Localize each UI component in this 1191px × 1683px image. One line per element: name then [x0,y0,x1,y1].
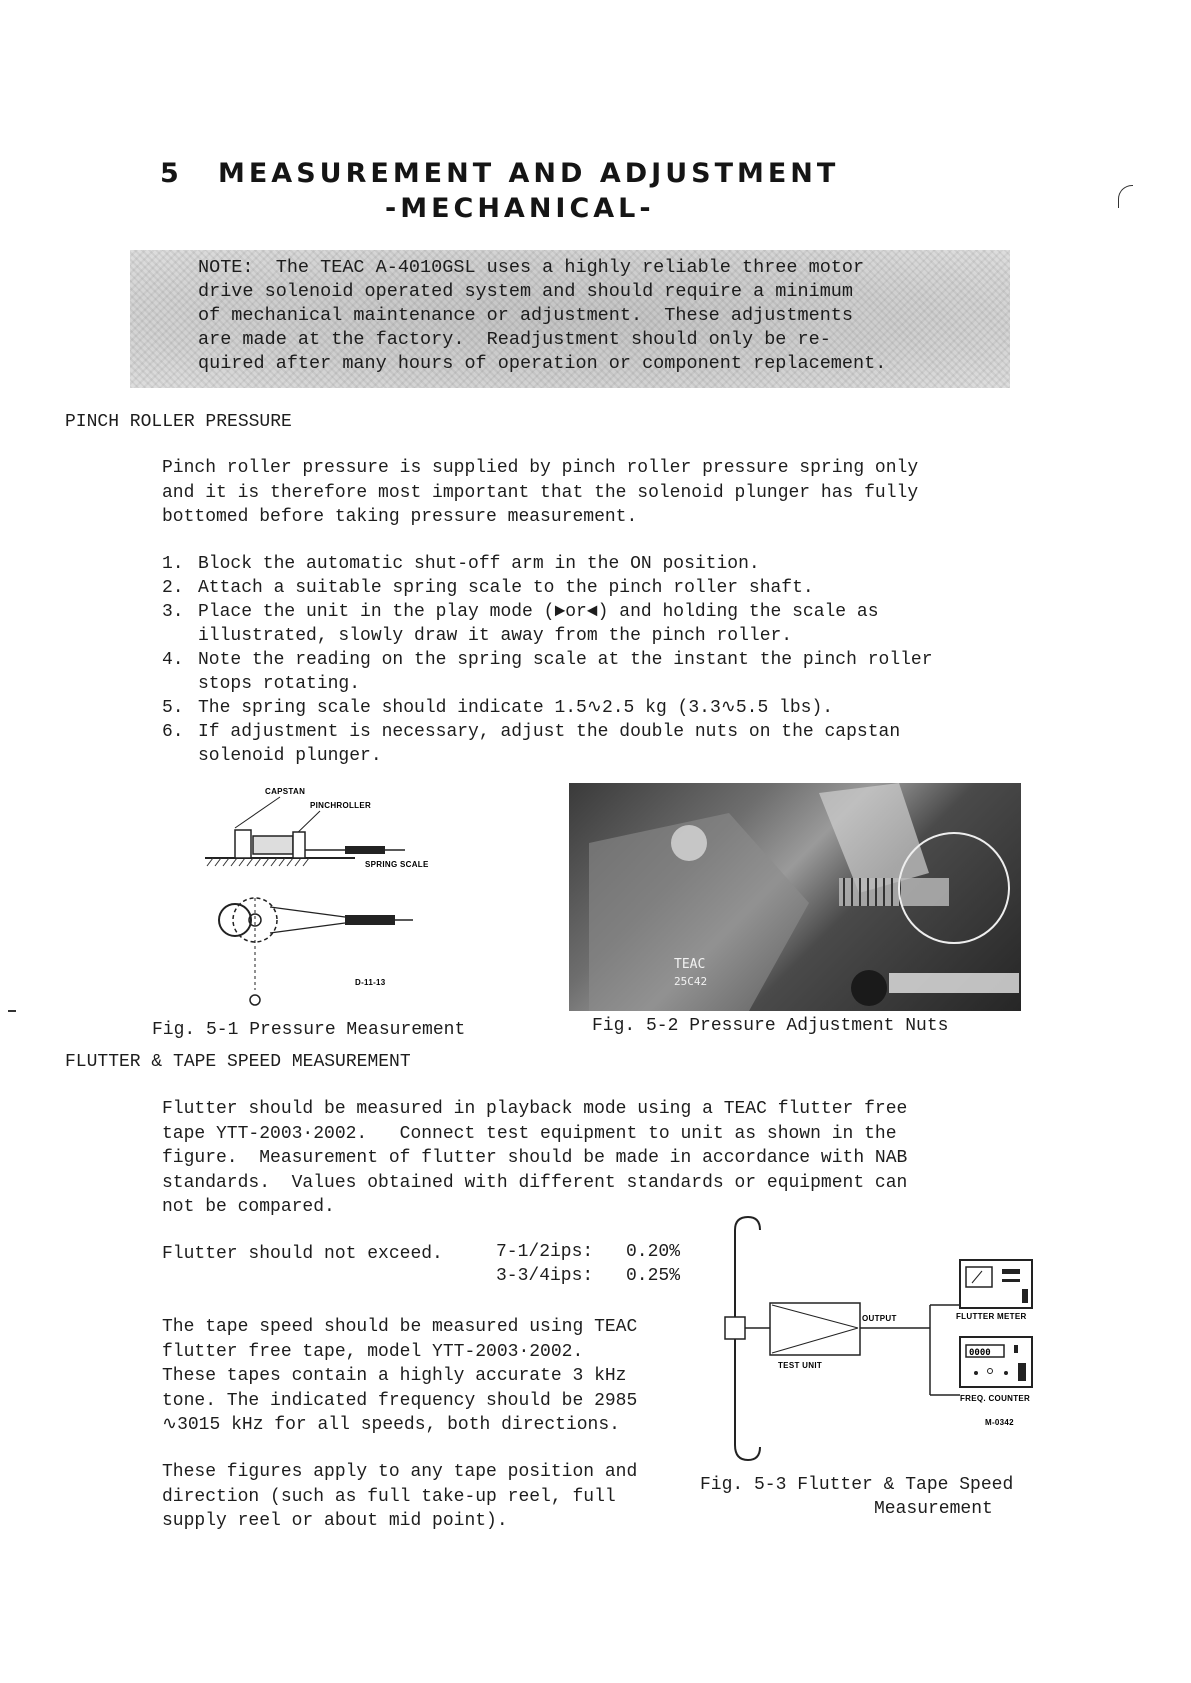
capstan-label: CAPSTAN [265,787,306,796]
paragraph-line: tape YTT-2003·2002. Connect test equipment to unit as shown in the [162,1123,897,1144]
paragraph-line: flutter free tape, model YTT-2003·2002. [162,1341,584,1362]
spring-scale-label: SPRING SCALE [365,860,429,869]
note-line: are made at the factory. Readjustment should only be re- [198,329,831,350]
step-text: Place the unit in the play mode (►or◄) and holding the scale as illustrated, slowly draw it away from the pinch roller. [198,602,879,646]
note-line: drive solenoid operated system and should require a minimum [198,281,854,302]
photo-label: 25C42 [674,975,708,988]
list-item [162,576,1042,600]
pressure-adjustment-photo [569,783,1021,1011]
fig-5-3-caption: Fig. 5-3 Flutter & Tape Speed [700,1475,1014,1495]
paragraph-line: The tape speed should be measured using TEAC [162,1317,638,1337]
paragraph-line: Flutter should be measured in playback mode using a TEAC flutter free [162,1099,908,1119]
freq-counter-label: FREQ. COUNTER [960,1394,1031,1403]
flutter-measurement-diagram [710,1215,1055,1465]
figure-code: D-11-13 [355,978,386,987]
step-number: 6. [162,722,184,742]
paragraph-line: and it is therefore most important that the solenoid plunger has fully [162,482,919,503]
counter-display: 0000 [969,1348,991,1358]
section-number: 5 [160,158,183,189]
note-line: NOTE: The TEAC A-4010GSL uses a highly reliable three motor [198,257,865,278]
list-item [162,648,1042,696]
pinch-roller-label: PINCHROLLER [310,801,372,810]
list-item [162,552,1042,576]
flutter-limit-speed: 7-1/2ips: [496,1242,594,1262]
section-subtitle: -MECHANICAL- [385,193,655,224]
step-number: 2. [162,578,184,598]
step-number: 5. [162,698,184,718]
flutter-heading: FLUTTER & TAPE SPEED MEASUREMENT [65,1052,411,1072]
step-text: The spring scale should indicate 1.5∿2.5 kg (3.3∿5.5 lbs). [198,698,834,718]
note-line: quired after many hours of operation or component replacement. [198,353,887,374]
flutter-meter-label: FLUTTER METER [956,1312,1027,1321]
list-item [162,720,1042,768]
margin-mark [1118,185,1133,208]
flutter-limit-value: 0.25% [626,1266,681,1286]
pressure-measurement-diagram [195,780,455,1020]
tape-position-paragraph [162,1460,637,1534]
step-number: 4. [162,650,184,670]
paragraph-line: figure. Measurement of flutter should be made in accordance with NAB [162,1148,908,1168]
test-unit-label: TEST UNIT [778,1361,823,1370]
note-box [130,250,1010,388]
paragraph-line: These tapes contain a highly accurate 3 kHz [162,1366,627,1386]
fig-5-3-caption-line2: Measurement [874,1499,993,1519]
paragraph-line: bottomed before taking pressure measurement. [162,507,638,527]
step-number: 1. [162,554,184,574]
step-text: Attach a suitable spring scale to the pinch roller shaft. [198,578,814,598]
step-number: 3. [162,602,184,622]
section-title: MEASUREMENT AND ADJUSTMENT [218,158,840,189]
list-item [162,696,1042,720]
paragraph-line: These figures apply to any tape position and [162,1462,638,1482]
photo-label: TEAC [674,957,706,972]
output-label: OUTPUT [862,1314,897,1323]
paragraph-line: tone. The indicated frequency should be 2985 [162,1390,638,1411]
tape-speed-paragraph [162,1315,637,1438]
note-line: of mechanical maintenance or adjustment. These adjustments [198,305,854,326]
fig-5-1-caption: Fig. 5-1 Pressure Measurement [152,1020,466,1040]
flutter-limit-label: Flutter should not exceed. [162,1244,443,1264]
step-text: Note the reading on the spring scale at the instant the pinch roller stops rotating. [198,650,933,694]
paragraph-line: direction (such as full take-up reel, full [162,1486,616,1507]
margin-mark [8,1010,16,1012]
flutter-limit-value: 0.20% [626,1242,681,1262]
fig-5-2-caption: Fig. 5-2 Pressure Adjustment Nuts [592,1016,949,1036]
pinch-roller-intro [162,456,918,530]
flutter-intro [162,1097,907,1220]
paragraph-line: ∿3015 kHz for all speeds, both directions. [162,1415,620,1435]
pinch-roller-heading: PINCH ROLLER PRESSURE [65,412,292,432]
step-text: Block the automatic shut-off arm in the ON position. [198,554,760,574]
pinch-roller-steps [162,552,1042,768]
figure-code: M-0342 [985,1418,1014,1427]
paragraph-line: Pinch roller pressure is supplied by pinch roller pressure spring only [162,458,919,478]
flutter-limit-speed: 3-3/4ips: [496,1266,594,1286]
paragraph-line: standards. Values obtained with different standards or equipment can [162,1172,908,1193]
paragraph-line: supply reel or about mid point). [162,1511,508,1531]
step-text: If adjustment is necessary, adjust the double nuts on the capstan solenoid plunger. [198,722,901,766]
list-item [162,600,1042,648]
paragraph-line: not be compared. [162,1197,335,1217]
